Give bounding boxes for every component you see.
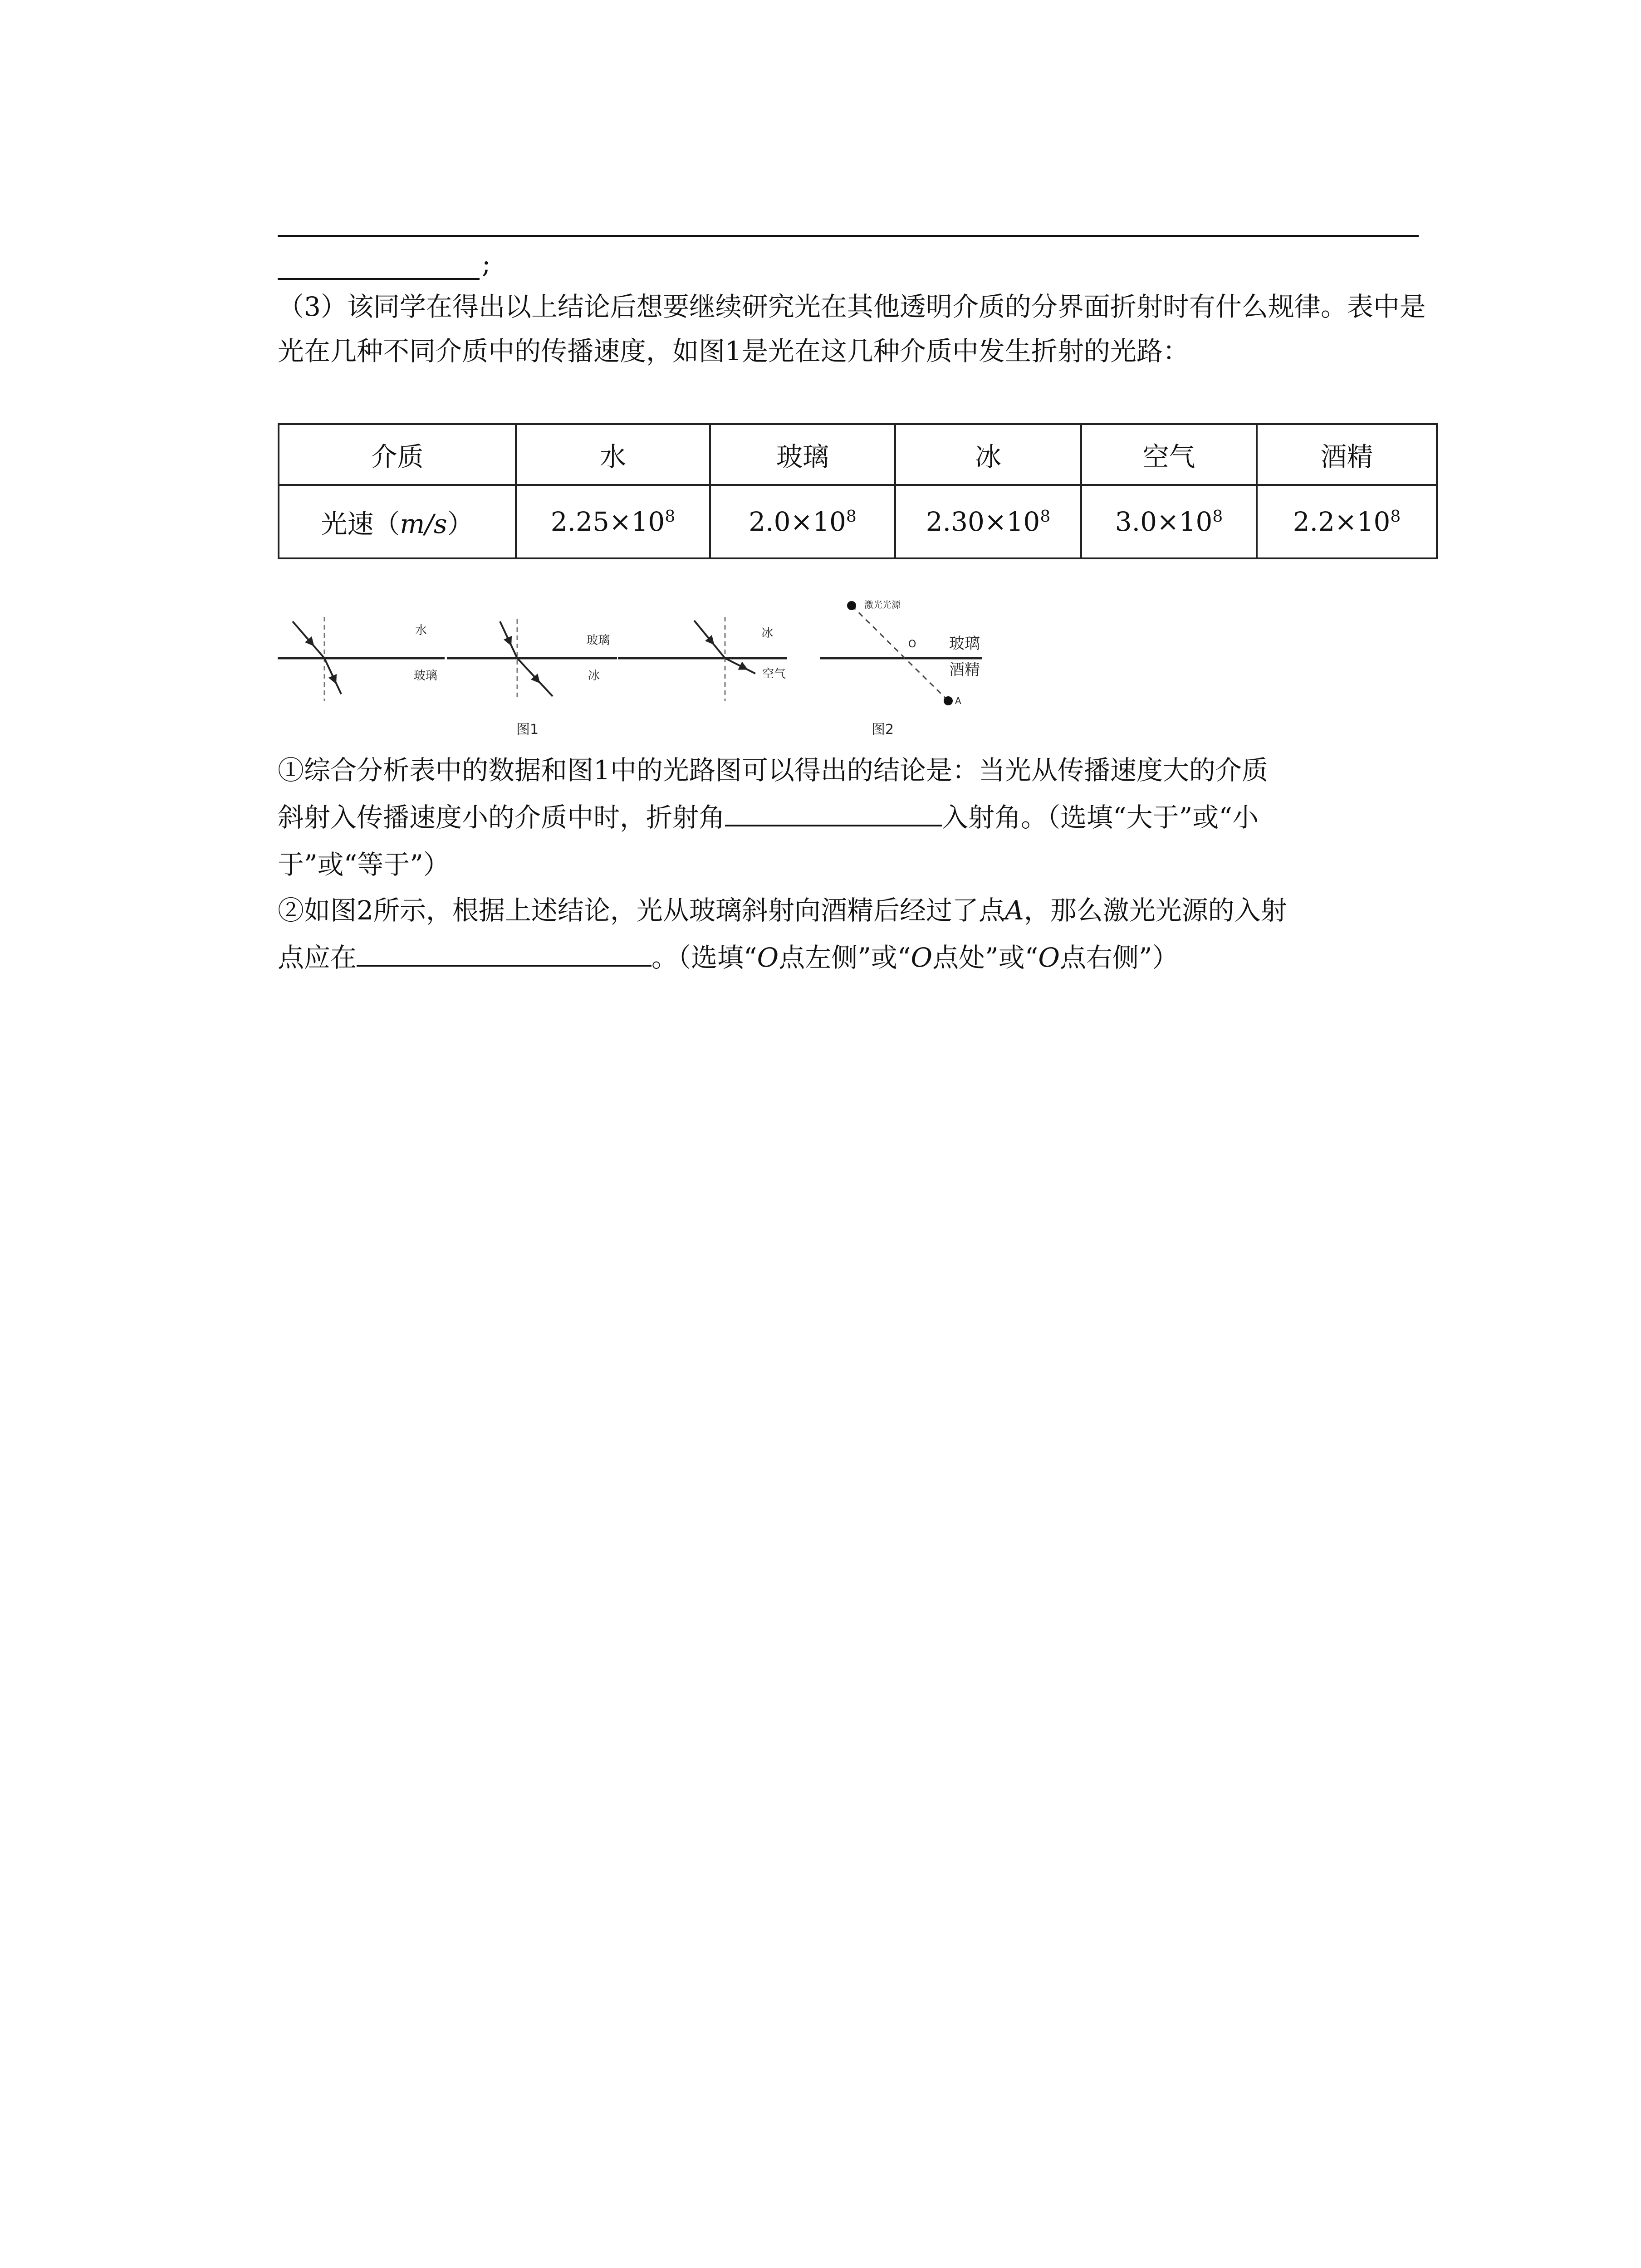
row-label-pre: 光速（: [321, 508, 400, 539]
q1-line2-pre: 斜射入传播速度小的介质中时，折射角: [278, 802, 725, 833]
q2-line1-pre: ②如图2所示，根据上述结论，光从玻璃斜射向酒精后经过了点: [278, 895, 1005, 926]
point-a-label: A: [955, 695, 961, 706]
figure1-panel-water-glass: [278, 617, 445, 701]
point-o-label: O: [908, 639, 916, 650]
q2-line1: [278, 887, 1439, 934]
figure1-caption: 图1: [516, 722, 539, 738]
table-header-cell: 空气: [1081, 424, 1257, 485]
table-header-cell: 酒精: [1257, 424, 1437, 485]
laser-source-dot: [847, 601, 856, 610]
q2-point-a: A: [1004, 895, 1024, 926]
q2-t3: 点右侧”）: [1059, 942, 1179, 973]
panel2-bottom-label: 冰: [588, 669, 600, 683]
panel3-bottom-label: 空气: [762, 667, 786, 681]
q2-answer-blank[interactable]: [357, 938, 652, 967]
speed-exponent: 8: [846, 507, 857, 526]
row-label-post: ）: [447, 508, 474, 539]
panel1-top-label: 水: [415, 624, 427, 637]
speed-mantissa: 2.25×10: [550, 506, 665, 537]
speed-mantissa: 2.2×10: [1293, 506, 1391, 537]
figure2-caption: 图2: [872, 722, 894, 738]
part3-paragraph: （3）该同学在得出以上结论后想要继续研究光在其他透明介质的分界面折射时有什么规律。表中是光在几种不同介质中的传播速度，如图1是光在这几种介质中发生折射的光路：: [278, 291, 1426, 367]
figure1-panel-ice-air: [618, 617, 787, 701]
table-header-cell: 玻璃: [710, 424, 895, 485]
q2-line1-post: ，那么激光光源的入射: [1024, 895, 1287, 926]
speed-exponent: 8: [1212, 507, 1223, 526]
question2: [278, 887, 1439, 981]
figure2-diagram: [820, 599, 982, 706]
q1-answer-blank[interactable]: [725, 798, 942, 826]
speed-exponent: 8: [665, 507, 676, 526]
figure1-panel-glass-ice: [447, 619, 617, 701]
q1-line3: 于”或“等于”）: [278, 849, 450, 880]
row-label-unit: m/s: [400, 508, 447, 539]
q2-t2: 点处”或“: [932, 942, 1038, 973]
q1-line1: ①综合分析表中的数据和图1中的光路图可以得出的结论是：当光从传播速度大的介质: [278, 755, 1268, 786]
speed-mantissa: 2.30×10: [926, 506, 1040, 537]
q2-o3: O: [1038, 942, 1060, 973]
speed-mantissa: 3.0×10: [1115, 506, 1213, 537]
q2-line2-pre: 点应在: [278, 942, 357, 973]
semicolon: ;: [482, 248, 491, 279]
q1-line2-post: 入射角。（选填“大于”或“小: [942, 802, 1259, 833]
panel2-top-label: 玻璃: [586, 634, 610, 647]
q2-line2-mid: 。（选填“: [652, 942, 757, 973]
figure2-bottom-medium: 酒精: [949, 661, 980, 679]
q1-line2: [278, 794, 1439, 841]
point-a-dot: [944, 696, 953, 705]
figure2-top-medium: 玻璃: [949, 635, 980, 653]
table-header-cell: 冰: [895, 424, 1081, 485]
q2-line2: [278, 934, 1439, 981]
panel3-top-label: 冰: [761, 626, 774, 640]
speed-exponent: 8: [1390, 507, 1401, 526]
table-header-cell: 介质: [279, 424, 516, 485]
q2-o1: O: [757, 942, 779, 973]
speed-exponent: 8: [1040, 507, 1051, 526]
panel1-bottom-label: 玻璃: [414, 669, 438, 683]
table-header-cell: 水: [516, 424, 710, 485]
refraction-figures: [0, 0, 1641, 771]
q2-o2: O: [911, 942, 933, 973]
question1: [278, 747, 1439, 888]
speed-mantissa: 2.0×10: [749, 506, 846, 537]
laser-source-label: 激光光源: [864, 599, 901, 610]
q2-t1: 点左侧”或“: [779, 942, 911, 973]
